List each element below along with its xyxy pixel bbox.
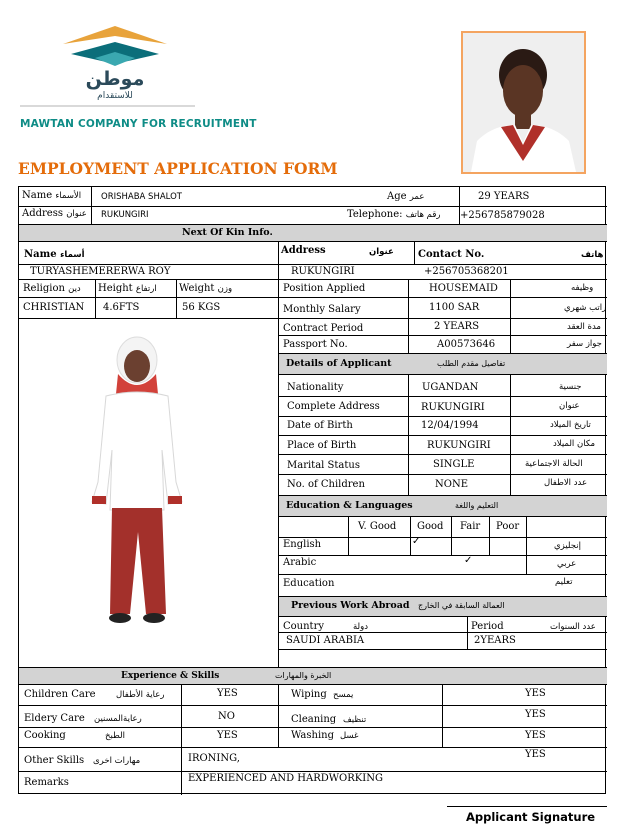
- logo-text: موطن: [85, 68, 145, 90]
- level-vgood: V. Good: [358, 521, 397, 532]
- next-of-kin-header: Next Of Kin Info.: [182, 227, 273, 238]
- complete-address-label: Complete Address: [287, 401, 380, 412]
- children-label: No. of Children: [287, 479, 365, 490]
- wiping-label-ar: يمسح: [333, 690, 354, 700]
- kin-address: RUKUNGIRI: [291, 266, 355, 277]
- children-care-label-ar: رعاية الأطفال: [116, 690, 165, 700]
- form-title: EMPLOYMENT APPLICATION FORM: [18, 159, 338, 178]
- education-header: Education & Languages: [286, 500, 413, 511]
- kin-contact-label-ar: هاتف: [581, 250, 604, 260]
- level-good: Good: [417, 521, 444, 532]
- english-label-ar: إنجليزي: [554, 541, 581, 551]
- nationality-label: Nationality: [287, 382, 344, 393]
- education-header-ar: التعليم واللغة: [455, 501, 499, 510]
- other-skills-value: IRONING,: [188, 753, 240, 764]
- kin-contact-label: Contact No.: [418, 249, 485, 260]
- period-label: Period: [471, 621, 504, 632]
- children-label-ar: عدد الاطفال: [544, 478, 588, 488]
- remarks-label: Remarks: [24, 777, 69, 788]
- dob-label-ar: تاريخ الميلاد: [550, 420, 591, 430]
- other-skills-label-ar: مهارات اخرى: [93, 756, 141, 766]
- marital-label: Marital Status: [287, 460, 360, 471]
- weight-value: 56 KGS: [182, 302, 221, 313]
- country-label-ar: دولة: [353, 622, 369, 632]
- cleaning-label: Cleaning: [291, 714, 337, 725]
- arabic-check: ✓: [464, 555, 473, 566]
- education-label-ar: تعليم: [555, 577, 573, 587]
- country-value: SAUDI ARABIA: [286, 635, 365, 646]
- cooking-label-ar: الطبخ: [105, 731, 125, 741]
- kin-address-label: Address: [281, 245, 326, 256]
- other-skills-label: Other Skills: [24, 755, 85, 766]
- religion-label: Religion دين: [23, 283, 81, 294]
- complete-address-value: RUKUNGIRI: [421, 402, 485, 413]
- position-label-ar: وظيفه: [571, 283, 594, 293]
- marital-value: SINGLE: [433, 459, 475, 470]
- skills-header-ar: الخبرة والمهارات: [275, 671, 332, 680]
- dob-label: Date of Birth: [287, 420, 353, 431]
- salary-label-ar: راتب شهري: [564, 303, 607, 313]
- age-label: Age عمر: [387, 191, 425, 202]
- arabic-label: Arabic: [283, 557, 317, 568]
- cleaning-label-ar: تنظيف: [343, 715, 367, 725]
- position-label: Position Applied: [283, 283, 366, 294]
- country-label: Country: [283, 621, 325, 632]
- passport-label-ar: جواز سفر: [567, 339, 602, 349]
- contract-label: Contract Period: [283, 323, 364, 334]
- level-poor: Poor: [496, 521, 520, 532]
- address-label: Address عنوان: [22, 208, 87, 219]
- nationality-label-ar: جنسية: [559, 382, 582, 392]
- logo-subtext: للاستقدام: [97, 91, 133, 101]
- nationality-value: UGANDAN: [422, 382, 479, 393]
- religion-value: CHRISTIAN: [23, 302, 85, 313]
- remarks-value: EXPERIENCED AND HARDWORKING: [188, 773, 383, 784]
- dob-value: 12/04/1994: [421, 420, 479, 431]
- children-care-value: YES: [217, 688, 238, 699]
- pob-label: Place of Birth: [287, 440, 357, 451]
- company-name: MAWTAN COMPANY FOR RECRUITMENT: [20, 118, 257, 130]
- applicant-name: ORISHABA SHALOT: [101, 192, 182, 202]
- eldery-care-value: NO: [218, 711, 235, 722]
- pob-label-ar: مكان الميلاد: [553, 439, 596, 449]
- name-label: Name الأسماء: [22, 190, 82, 201]
- salary-label: Monthly Salary: [283, 304, 361, 315]
- period-label-ar: عدد السنوات: [550, 622, 596, 632]
- work-abroad-header-ar: العمالة السابقة في الخارج: [418, 601, 505, 610]
- pob-value: RUKUNGIRI: [427, 440, 491, 451]
- kin-name-label: Name أسماء: [24, 249, 85, 260]
- height-value: 4.6FTS: [103, 302, 140, 313]
- cooking-label: Cooking: [24, 730, 66, 741]
- next-of-kin-bar: [19, 224, 607, 241]
- english-check: ✓: [412, 536, 421, 547]
- washing-value: YES: [525, 730, 546, 741]
- work-abroad-header: Previous Work Abroad: [291, 600, 410, 611]
- skills-header: Experience & Skills: [121, 671, 220, 681]
- children-value: NONE: [435, 479, 468, 490]
- level-fair: Fair: [460, 521, 481, 532]
- height-label: Height ارتفاع: [98, 283, 157, 294]
- logo-divider: [20, 105, 195, 107]
- eldery-care-label-ar: رعايةالمسنين: [94, 714, 142, 724]
- cleaning-value: YES: [525, 709, 546, 720]
- weight-label: Weight وزن: [179, 283, 233, 294]
- other-skills-extra: YES: [525, 749, 546, 760]
- period-value: 2YEARS: [474, 635, 516, 646]
- wiping-value: YES: [525, 688, 546, 699]
- english-label: English: [283, 539, 322, 550]
- education-label: Education: [283, 578, 335, 589]
- signature-line: [447, 806, 607, 807]
- complete-address-label-ar: عنوان: [559, 401, 580, 411]
- cooking-value: YES: [217, 730, 238, 741]
- marital-label-ar: الحالة الاجتماعية: [525, 459, 583, 469]
- eldery-care-label: Eldery Care: [24, 713, 85, 724]
- signature-label: Applicant Signature: [466, 810, 596, 824]
- kin-contact: +256705368201: [424, 266, 509, 277]
- contract-label-ar: مدة العقد: [567, 322, 601, 332]
- telephone-value: +256785879028: [460, 210, 545, 221]
- passport-label: Passport No.: [283, 339, 348, 350]
- age-value: 29 YEARS: [478, 191, 530, 202]
- details-header: Details of Applicant: [286, 358, 392, 369]
- details-header-ar: تفاصيل مقدم الطلب: [437, 359, 506, 368]
- kin-address-label-ar: عنوان: [369, 247, 394, 257]
- passport-value: A00573646: [437, 339, 496, 350]
- contract-value: 2 YEARS: [434, 321, 480, 332]
- applicant-portrait-photo: [461, 31, 586, 174]
- company-logo: [55, 22, 175, 112]
- salary-value: 1100 SAR: [429, 302, 480, 313]
- application-form-grid: [18, 186, 606, 794]
- children-care-label: Children Care: [24, 689, 96, 700]
- arabic-label-ar: عربي: [557, 559, 577, 569]
- position-value: HOUSEMAID: [429, 283, 498, 294]
- wiping-label: Wiping: [291, 689, 327, 700]
- telephone-label: Telephone: رقم هاتف: [347, 209, 441, 220]
- kin-name: TURYASHEMERERWA ROY: [30, 266, 171, 277]
- washing-label: Washing: [291, 730, 334, 741]
- applicant-address: RUKUNGIRI: [101, 210, 149, 220]
- washing-label-ar: غسل: [340, 731, 359, 741]
